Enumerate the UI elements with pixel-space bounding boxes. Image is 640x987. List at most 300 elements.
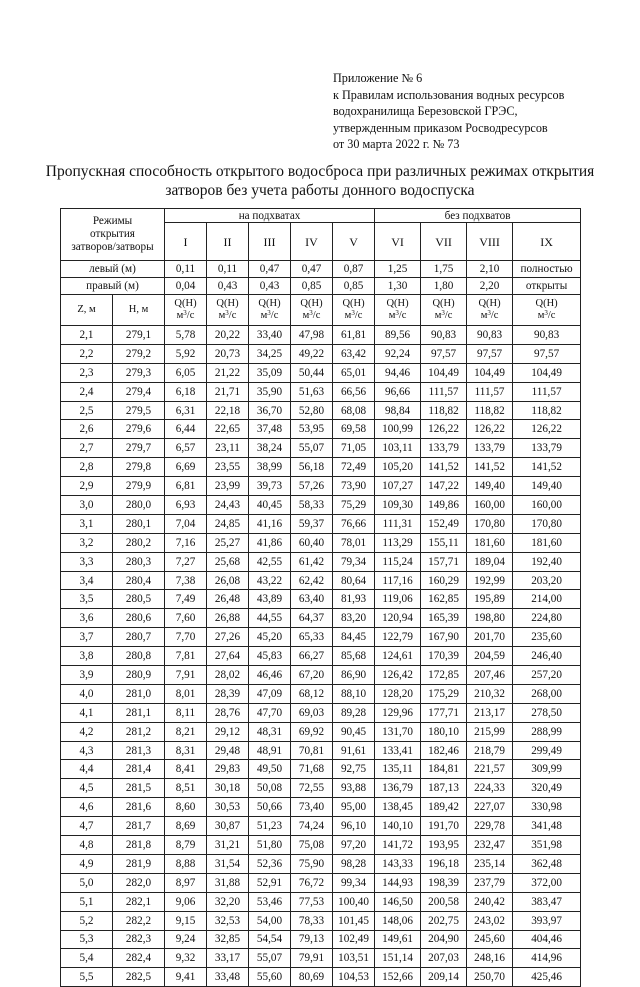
table-row (61, 949, 581, 968)
table-cell: 94,46 (375, 363, 421, 382)
table-cell: 221,57 (467, 760, 513, 779)
table-cell: 115,24 (375, 552, 421, 571)
table-cell: 140,10 (375, 817, 421, 836)
left-opening-cell: 0,11 (207, 261, 249, 278)
table-cell: 45,83 (249, 647, 291, 666)
table-cell: 126,22 (421, 420, 467, 439)
table-cell: 281,2 (113, 722, 165, 741)
table-cell: 79,13 (291, 930, 333, 949)
table-row (61, 722, 581, 741)
table-cell: 51,23 (249, 817, 291, 836)
table-cell: 237,79 (467, 873, 513, 892)
table-cell: 240,42 (467, 892, 513, 911)
table-cell: 59,37 (291, 514, 333, 533)
table-cell: 224,80 (513, 609, 581, 628)
table-cell: 32,53 (207, 911, 249, 930)
table-cell: 172,85 (421, 666, 467, 685)
table-cell: 157,71 (421, 552, 467, 571)
table-cell: 97,57 (513, 344, 581, 363)
table-cell: 103,11 (375, 439, 421, 458)
table-cell: 42,55 (249, 552, 291, 571)
table-cell: 299,49 (513, 741, 581, 760)
table-row (61, 892, 581, 911)
table-cell: 282,2 (113, 911, 165, 930)
table-cell: 104,49 (467, 363, 513, 382)
title-line-1: Пропускная способность открытого водосброса при различных режимах открытия (45, 163, 595, 180)
table-row (61, 533, 581, 552)
table-cell: 61,42 (291, 552, 333, 571)
table-cell: 229,78 (467, 817, 513, 836)
table-cell: 280,4 (113, 571, 165, 590)
left-opening-cell: полностью (513, 261, 581, 278)
modes-label: Режимы открытия затворов/затворы (71, 215, 154, 253)
table-cell: 64,37 (291, 609, 333, 628)
left-opening-cell: 2,10 (467, 261, 513, 278)
q-label: Q(H) (300, 298, 323, 309)
table-cell: 280,0 (113, 496, 165, 515)
table-row (61, 836, 581, 855)
table-cell: 81,93 (333, 590, 375, 609)
table-cell: 2,8 (61, 458, 113, 477)
gate-number-cell: IX (513, 223, 581, 261)
table-cell: 135,11 (375, 760, 421, 779)
table-cell: 3,7 (61, 628, 113, 647)
gate-number-cell: II (207, 223, 249, 261)
title-line-2: затворов без учета работы донного водоспуска (165, 182, 475, 199)
table-row (61, 666, 581, 685)
table-cell: 30,87 (207, 817, 249, 836)
table-cell: 279,4 (113, 382, 165, 401)
table-cell: 69,03 (291, 703, 333, 722)
table-cell: 70,81 (291, 741, 333, 760)
table-cell: 99,34 (333, 873, 375, 892)
table-row (61, 684, 581, 703)
table-row (61, 930, 581, 949)
table-cell: 118,82 (513, 401, 581, 420)
table-cell: 6,44 (165, 420, 207, 439)
gate-number-cell: VII (421, 223, 467, 261)
table-cell: 207,03 (421, 949, 467, 968)
table-cell: 113,29 (375, 533, 421, 552)
table-cell: 4,9 (61, 854, 113, 873)
table-cell: 4,3 (61, 741, 113, 760)
table-cell: 9,06 (165, 892, 207, 911)
table-cell: 33,40 (249, 326, 291, 345)
table-cell: 131,70 (375, 722, 421, 741)
table-cell: 9,24 (165, 930, 207, 949)
table-cell: 281,0 (113, 684, 165, 703)
gate-number-cell: IV (291, 223, 333, 261)
table-cell: 281,1 (113, 703, 165, 722)
table-cell: 227,07 (467, 798, 513, 817)
table-cell: 281,7 (113, 817, 165, 836)
left-opening-cell: 0,11 (165, 261, 207, 278)
appendix-line: к Правилам использования водных ресурсов (333, 87, 565, 102)
right-gate-row (61, 278, 581, 295)
table-cell: 4,7 (61, 817, 113, 836)
q-label: Q(H) (478, 298, 501, 309)
table-row (61, 514, 581, 533)
table-cell: 3,6 (61, 609, 113, 628)
right-opening-cell: 0,04 (165, 278, 207, 295)
table-cell: 7,49 (165, 590, 207, 609)
table-cell: 102,49 (333, 930, 375, 949)
table-cell: 136,79 (375, 779, 421, 798)
q-unit-cell (375, 295, 421, 326)
left-opening-cell: 1,25 (375, 261, 421, 278)
table-cell: 191,70 (421, 817, 467, 836)
table-cell: 2,1 (61, 326, 113, 345)
table-cell: 281,4 (113, 760, 165, 779)
table-cell: 209,14 (421, 968, 467, 987)
table-cell: 6,57 (165, 439, 207, 458)
q-label: Q(H) (535, 298, 558, 309)
table-cell: 67,20 (291, 666, 333, 685)
table-cell: 96,10 (333, 817, 375, 836)
table-cell: 2,3 (61, 363, 113, 382)
table-cell: 7,38 (165, 571, 207, 590)
table-cell: 31,54 (207, 854, 249, 873)
table-cell: 309,99 (513, 760, 581, 779)
without-grips-header: без подхватов (375, 209, 581, 223)
table-cell: 280,7 (113, 628, 165, 647)
right-opening-cell: 1,80 (421, 278, 467, 295)
table-cell: 279,3 (113, 363, 165, 382)
table-row (61, 477, 581, 496)
table-cell: 8,88 (165, 854, 207, 873)
table-cell: 8,31 (165, 741, 207, 760)
right-opening-cell: 0,85 (291, 278, 333, 295)
table-cell: 63,42 (333, 344, 375, 363)
table-cell: 35,09 (249, 363, 291, 382)
q-label: Q(H) (342, 298, 365, 309)
table-cell: 5,5 (61, 968, 113, 987)
table-cell: 111,31 (375, 514, 421, 533)
table-cell: 182,46 (421, 741, 467, 760)
table-row (61, 401, 581, 420)
table-cell: 62,42 (291, 571, 333, 590)
table-cell: 4,1 (61, 703, 113, 722)
table-cell: 26,48 (207, 590, 249, 609)
right-opening-cell: открыты (513, 278, 581, 295)
table-row (61, 552, 581, 571)
table-cell: 8,01 (165, 684, 207, 703)
table-cell: 24,85 (207, 514, 249, 533)
table-cell: 141,52 (467, 458, 513, 477)
table-cell: 23,55 (207, 458, 249, 477)
table-cell: 26,08 (207, 571, 249, 590)
table-cell: 23,11 (207, 439, 249, 458)
table-cell: 43,22 (249, 571, 291, 590)
table-cell: 133,79 (467, 439, 513, 458)
table-cell: 177,71 (421, 703, 467, 722)
table-cell: 7,27 (165, 552, 207, 571)
table-cell: 3,1 (61, 514, 113, 533)
table-cell: 76,66 (333, 514, 375, 533)
table-cell: 90,83 (513, 326, 581, 345)
table-cell: 281,8 (113, 836, 165, 855)
table-cell: 75,90 (291, 854, 333, 873)
table-cell: 155,11 (421, 533, 467, 552)
table-cell: 4,0 (61, 684, 113, 703)
table-row (61, 439, 581, 458)
table-cell: 29,12 (207, 722, 249, 741)
table-cell: 143,33 (375, 854, 421, 873)
table-cell: 189,04 (467, 552, 513, 571)
table-cell: 50,08 (249, 779, 291, 798)
table-cell: 282,3 (113, 930, 165, 949)
table-cell: 74,24 (291, 817, 333, 836)
q-label: Q(H) (216, 298, 239, 309)
table-cell: 49,22 (291, 344, 333, 363)
table-cell: 73,90 (333, 477, 375, 496)
table-cell: 25,27 (207, 533, 249, 552)
table-cell: 72,55 (291, 779, 333, 798)
table-cell: 147,22 (421, 477, 467, 496)
q-label: Q(H) (258, 298, 281, 309)
table-cell: 279,9 (113, 477, 165, 496)
table-cell: 97,20 (333, 836, 375, 855)
table-row (61, 363, 581, 382)
table-cell: 170,80 (513, 514, 581, 533)
table-cell: 280,2 (113, 533, 165, 552)
table-cell: 54,00 (249, 911, 291, 930)
table-cell: 27,26 (207, 628, 249, 647)
table-cell: 96,66 (375, 382, 421, 401)
q-unit-cell (207, 295, 249, 326)
table-cell: 3,8 (61, 647, 113, 666)
table-cell: 71,05 (333, 439, 375, 458)
table-cell: 330,98 (513, 798, 581, 817)
table-cell: 218,79 (467, 741, 513, 760)
table-row (61, 968, 581, 987)
table-cell: 20,73 (207, 344, 249, 363)
table-cell: 3,2 (61, 533, 113, 552)
table-cell: 279,7 (113, 439, 165, 458)
table-cell: 404,46 (513, 930, 581, 949)
table-cell: 281,9 (113, 854, 165, 873)
table-cell: 3,4 (61, 571, 113, 590)
table-cell: 204,90 (421, 930, 467, 949)
table-cell: 162,85 (421, 590, 467, 609)
table-cell: 149,86 (421, 496, 467, 515)
table-cell: 160,00 (467, 496, 513, 515)
table-cell: 65,33 (291, 628, 333, 647)
table-cell: 84,45 (333, 628, 375, 647)
table-cell: 144,93 (375, 873, 421, 892)
table-cell: 180,10 (421, 722, 467, 741)
table-cell: 2,4 (61, 382, 113, 401)
table-cell: 4,2 (61, 722, 113, 741)
table-cell: 2,2 (61, 344, 113, 363)
table-cell: 73,40 (291, 798, 333, 817)
table-cell: 6,69 (165, 458, 207, 477)
table-cell: 38,24 (249, 439, 291, 458)
table-cell: 146,50 (375, 892, 421, 911)
table-cell: 30,18 (207, 779, 249, 798)
table-cell: 68,12 (291, 684, 333, 703)
table-cell: 6,81 (165, 477, 207, 496)
table-cell: 107,27 (375, 477, 421, 496)
right-gate-label: правый (м) (61, 278, 165, 295)
table-cell: 36,70 (249, 401, 291, 420)
table-cell: 49,50 (249, 760, 291, 779)
table-cell: 5,1 (61, 892, 113, 911)
table-cell: 7,16 (165, 533, 207, 552)
table-cell: 21,22 (207, 363, 249, 382)
with-grips-header: на подхватах (165, 209, 375, 223)
table-cell: 22,18 (207, 401, 249, 420)
table-cell: 8,97 (165, 873, 207, 892)
table-cell: 235,60 (513, 628, 581, 647)
table-row (61, 571, 581, 590)
q-unit-cell (467, 295, 513, 326)
table-cell: 2,6 (61, 420, 113, 439)
right-opening-cell: 2,20 (467, 278, 513, 295)
table-cell: 4,5 (61, 779, 113, 798)
table-row (61, 326, 581, 345)
units-row (61, 295, 581, 326)
table-cell: 149,40 (467, 477, 513, 496)
table-cell: 31,88 (207, 873, 249, 892)
q-unit: $м^3/с$ (302, 309, 321, 321)
table-cell: 281,6 (113, 798, 165, 817)
table-row (61, 817, 581, 836)
table-cell: 288,99 (513, 722, 581, 741)
table-cell: 170,80 (467, 514, 513, 533)
table-cell: 165,39 (421, 609, 467, 628)
q-unit: $м^3/с$ (218, 309, 237, 321)
table-cell: 103,51 (333, 949, 375, 968)
table-cell: 48,91 (249, 741, 291, 760)
table-cell: 7,70 (165, 628, 207, 647)
appendix-line: Приложение № 6 (333, 71, 423, 85)
document-title (0, 162, 640, 200)
table-cell: 3,5 (61, 590, 113, 609)
table-cell: 152,66 (375, 968, 421, 987)
table-cell: 117,16 (375, 571, 421, 590)
table-cell: 85,68 (333, 647, 375, 666)
table-cell: 279,8 (113, 458, 165, 477)
table-cell: 95,00 (333, 798, 375, 817)
table-cell: 204,59 (467, 647, 513, 666)
table-header (61, 209, 581, 326)
table-cell: 141,52 (513, 458, 581, 477)
table-cell: 192,99 (467, 571, 513, 590)
gate-number-cell: I (165, 223, 207, 261)
table-row (61, 458, 581, 477)
table-cell: 71,68 (291, 760, 333, 779)
table-cell: 75,29 (333, 496, 375, 515)
table-cell: 280,1 (113, 514, 165, 533)
table-cell: 24,43 (207, 496, 249, 515)
table-cell: 175,29 (421, 684, 467, 703)
table-cell: 282,1 (113, 892, 165, 911)
table-row (61, 628, 581, 647)
q-label: Q(H) (386, 298, 409, 309)
table-cell: 52,91 (249, 873, 291, 892)
appendix-line: водохранилища Березовской ГРЭС, (333, 104, 518, 119)
table-cell: 6,05 (165, 363, 207, 382)
table-cell: 40,45 (249, 496, 291, 515)
gate-number-cell: VI (375, 223, 421, 261)
table-cell: 56,18 (291, 458, 333, 477)
table-cell: 5,3 (61, 930, 113, 949)
table-cell: 6,18 (165, 382, 207, 401)
table-cell: 32,20 (207, 892, 249, 911)
table-cell: 2,5 (61, 401, 113, 420)
table-cell: 232,47 (467, 836, 513, 855)
table-cell: 246,40 (513, 647, 581, 666)
table-cell: 184,81 (421, 760, 467, 779)
table-cell: 7,91 (165, 666, 207, 685)
table-cell: 50,44 (291, 363, 333, 382)
table-row (61, 647, 581, 666)
table-cell: 34,25 (249, 344, 291, 363)
table-cell: 45,20 (249, 628, 291, 647)
table-cell: 149,40 (513, 477, 581, 496)
table-cell: 55,07 (249, 949, 291, 968)
left-opening-cell: 0,87 (333, 261, 375, 278)
table-body (61, 326, 581, 987)
gate-number-cell: III (249, 223, 291, 261)
table-cell: 126,22 (513, 420, 581, 439)
table-cell: 214,00 (513, 590, 581, 609)
table-cell: 203,20 (513, 571, 581, 590)
table-cell: 97,57 (421, 344, 467, 363)
table-cell: 126,42 (375, 666, 421, 685)
table-cell: 341,48 (513, 817, 581, 836)
table-cell: 187,13 (421, 779, 467, 798)
table-cell: 141,52 (421, 458, 467, 477)
table-cell: 213,17 (467, 703, 513, 722)
table-cell: 281,3 (113, 741, 165, 760)
table-cell: 122,79 (375, 628, 421, 647)
table-cell: 280,8 (113, 647, 165, 666)
table-cell: 23,99 (207, 477, 249, 496)
table-cell: 69,58 (333, 420, 375, 439)
table-cell: 279,5 (113, 401, 165, 420)
table-cell: 47,70 (249, 703, 291, 722)
table-cell: 92,24 (375, 344, 421, 363)
table-cell: 91,61 (333, 741, 375, 760)
table-cell: 281,5 (113, 779, 165, 798)
table-cell: 372,00 (513, 873, 581, 892)
table-cell: 8,79 (165, 836, 207, 855)
table-cell: 77,53 (291, 892, 333, 911)
table-cell: 53,95 (291, 420, 333, 439)
table-cell: 250,70 (467, 968, 513, 987)
q-label: Q(H) (174, 298, 197, 309)
table-cell: 8,11 (165, 703, 207, 722)
q-unit: $м^3/с$ (480, 309, 499, 321)
q-unit: $м^3/с$ (176, 309, 195, 321)
table-cell: 2,9 (61, 477, 113, 496)
table-cell: 4,4 (61, 760, 113, 779)
table-cell: 124,61 (375, 647, 421, 666)
table-cell: 69,92 (291, 722, 333, 741)
table-cell: 98,84 (375, 401, 421, 420)
table-cell: 51,63 (291, 382, 333, 401)
table-row (61, 854, 581, 873)
table-cell: 46,46 (249, 666, 291, 685)
table-cell: 4,8 (61, 836, 113, 855)
table-cell: 51,80 (249, 836, 291, 855)
table-cell: 83,20 (333, 609, 375, 628)
table-cell: 120,94 (375, 609, 421, 628)
table-cell: 28,02 (207, 666, 249, 685)
q-unit: $м^3/с$ (260, 309, 279, 321)
